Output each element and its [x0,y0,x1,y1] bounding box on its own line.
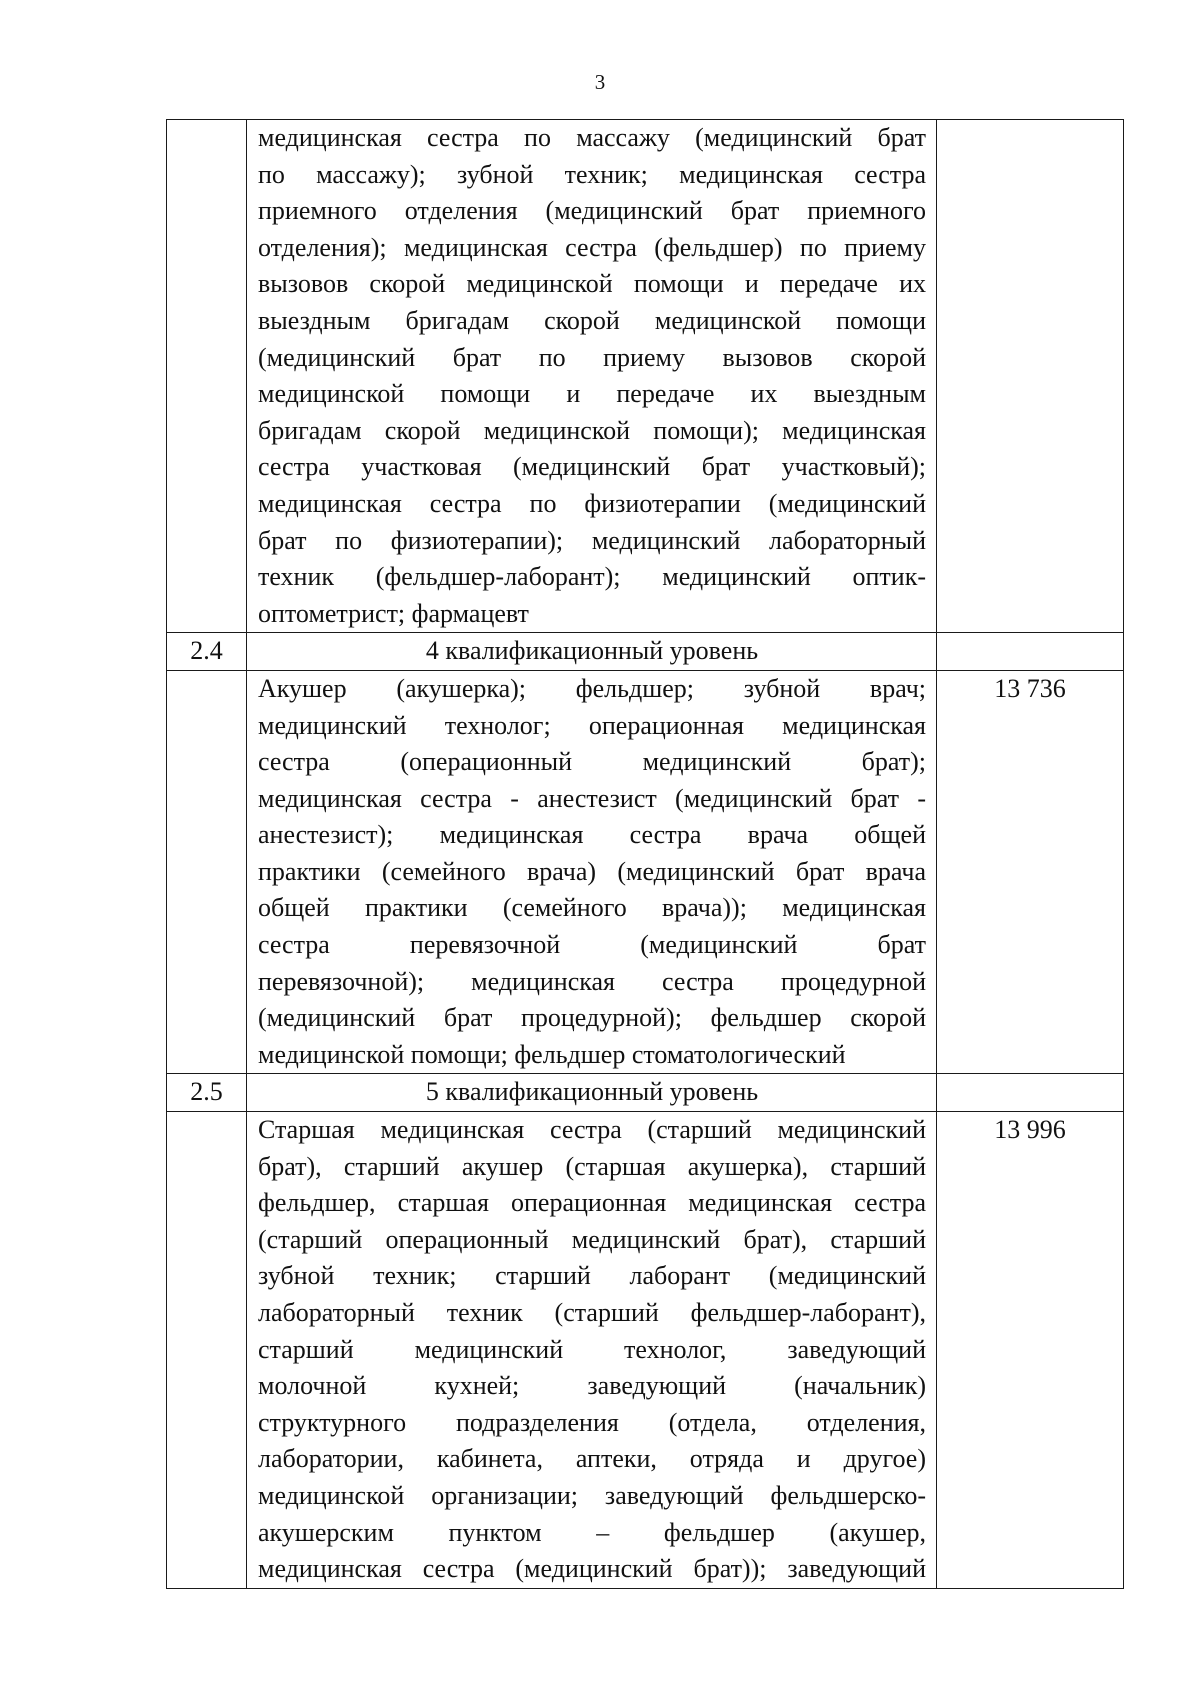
empty-cell [937,633,1124,671]
text-line: практики (семейного врача) (медицинский брат врача [258,856,926,886]
text-line: молочной кухней; заведующий (начальник) [258,1371,926,1401]
salary-table [166,119,1124,1589]
text-line: сестра участковая (медицинский брат участковый); [258,452,926,482]
text-line: выездным бригадам скорой медицинской помощи [258,305,926,335]
salary-value: 13 736 [937,670,1124,1074]
table-row-level-heading [167,1074,1124,1112]
table-row-level-positions [167,1112,1124,1589]
salary-value [937,120,1124,633]
text-line: приемного отделения (медицинский брат приемного [258,196,926,226]
text-line: сестра перевязочной (медицинский брат [258,930,926,960]
level-heading: 4 квалификационный уровень [247,633,937,671]
text-line: лабораторный техник (старший фельдшер-лаборант), [258,1298,926,1327]
text-line: анестезист); медицинская сестра врача общей [258,820,926,850]
text-line: медицинский технолог; операционная медицинская [258,710,926,740]
positions-list [247,1112,937,1589]
text-line: техник (фельдшер-лаборант); медицинский оптик- [258,562,926,592]
text-line: медицинской помощи и передаче их выездным [258,379,926,409]
text-line: брат по физиотерапии); медицинский лабораторный [258,525,926,555]
text-line: сестра (операционный медицинский брат); [258,747,926,777]
text-line: зубной техник; старший лаборант (медицинский [258,1261,926,1291]
text-line: медицинской организации; заведующий фельдшерско- [258,1480,926,1510]
text-line: (старший операционный медицинский брат), старший [258,1224,926,1254]
text-line: оптометрист; фармацевт [258,598,529,628]
empty-cell [167,1112,247,1589]
text-line: медицинской помощи; фельдшер стоматологический [258,1039,846,1069]
empty-cell [167,670,247,1074]
text-line: (медицинский брат процедурной); фельдшер скорой [258,1003,926,1033]
text-line: брат), старший акушер (старшая акушерка), старший [258,1151,926,1181]
table-row-level-heading [167,633,1124,671]
text-line: медицинская сестра по физиотерапии (медицинский [258,488,926,518]
text-line: Акушер (акушерка); фельдшер; зубной врач; [258,673,926,703]
row-number: 2.5 [167,1074,247,1112]
text-line: структурного подразделения (отдела, отделения, [258,1407,926,1437]
salary-value: 13 996 [937,1112,1124,1589]
row-number: 2.4 [167,633,247,671]
row-number [167,120,247,633]
text-line: вызовов скорой медицинской помощи и передаче их [258,269,926,299]
table-row-level-positions [167,670,1124,1074]
text-line: общей практики (семейного врача)); медицинская [258,893,926,923]
positions-list [247,670,937,1074]
text-line: медицинская сестра по массажу (медицинский брат [258,123,926,152]
page-number: 3 [594,70,606,94]
text-line: медицинская сестра (медицинский брат)); заведующий [258,1554,926,1584]
text-line: Старшая медицинская сестра (старший медицинский [258,1115,926,1145]
level-heading: 5 квалификационный уровень [247,1074,937,1112]
text-line: перевязочной); медицинская сестра процедурной [258,966,926,996]
positions-list [247,120,937,633]
empty-cell [937,1074,1124,1112]
text-line: отделения); медицинская сестра (фельдшер) по приему [258,232,926,262]
table-row-continuation [167,120,1124,633]
text-line: бригадам скорой медицинской помощи); медицинская [258,415,926,445]
text-line: (медицинский брат по приему вызовов скорой [258,342,926,372]
text-line: старший медицинский технолог, заведующий [258,1334,926,1364]
text-line: фельдшер, старшая операционная медицинская сестра [258,1188,926,1218]
text-line: акушерским пунктом – фельдшер (акушер, [258,1517,926,1547]
text-line: по массажу); зубной техник; медицинская сестра [258,159,926,189]
text-line: лаборатории, кабинета, аптеки, отряда и другое) [258,1444,926,1474]
text-line: медицинская сестра - анестезист (медицинский брат - [258,783,926,813]
